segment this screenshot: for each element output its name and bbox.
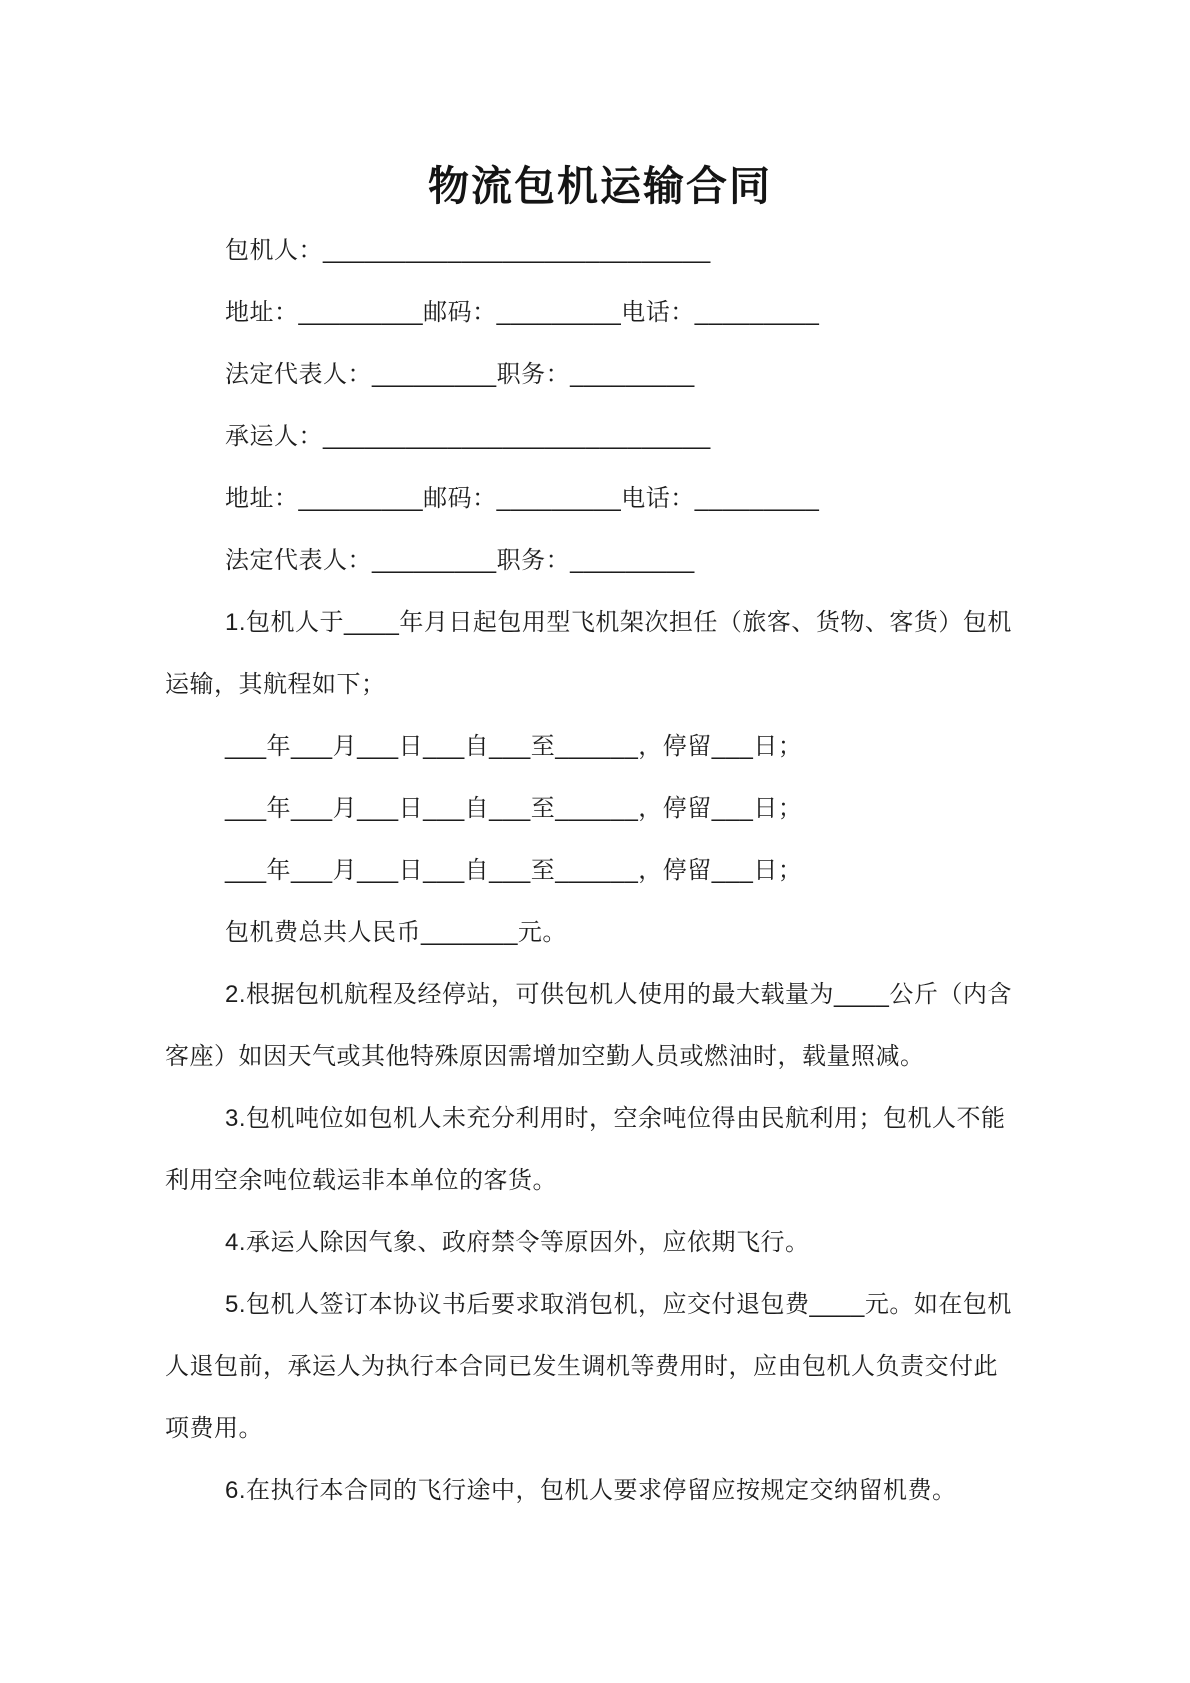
- clause-6-line: 6.在执行本合同的飞行途中，包机人要求停留应按规定交纳留机费。: [225, 1477, 957, 1504]
- field-carrier-address-line: 地址：_________邮码：_________电话：_________: [225, 485, 820, 512]
- clause-2-line-2: 客座）如因天气或其他特殊原因需增加空勤人员或燃油时，载量照减。: [165, 1043, 925, 1070]
- clause-3-line-2: 利用空余吨位载运非本单位的客货。: [165, 1167, 557, 1194]
- clause-4-line: 4.承运人除因气象、政府禁令等原因外，应依期飞行。: [225, 1229, 810, 1256]
- flight-schedule-line-2: ___年___月___日___自___至______，停留___日；: [225, 795, 803, 822]
- clause-1-line-2: 运输，其航程如下；: [165, 671, 386, 698]
- clause-2-line-1: 2.根据包机航程及经停站，可供包机人使用的最大载量为____公斤（内含: [225, 981, 1012, 1008]
- flight-schedule-line-1: ___年___月___日___自___至______，停留___日；: [225, 733, 803, 760]
- clause-3-line-1: 3.包机吨位如包机人未充分利用时，空余吨位得由民航利用；包机人不能: [225, 1105, 1006, 1132]
- field-carrier-line: 承运人：____________________________: [225, 423, 711, 450]
- field-charterer-representative-line: 法定代表人：_________职务：_________: [225, 361, 695, 388]
- clause-5-line-3: 项费用。: [165, 1415, 263, 1442]
- clause-5-line-2: 人退包前，承运人为执行本合同已发生调机等费用时，应由包机人负责交付此: [165, 1353, 998, 1380]
- field-carrier-representative-line: 法定代表人：_________职务：_________: [225, 547, 695, 574]
- field-charterer-line: 包机人：____________________________: [225, 237, 711, 264]
- flight-schedule-line-3: ___年___月___日___自___至______，停留___日；: [225, 857, 803, 884]
- contract-title: 物流包机运输合同: [428, 163, 772, 209]
- field-charterer-address-line: 地址：_________邮码：_________电话：_________: [225, 299, 820, 326]
- clause-1-line-1: 1.包机人于____年月日起包用型飞机架次担任（旅客、货物、客货）包机: [225, 609, 1012, 636]
- charter-fee-line: 包机费总共人民币_______元。: [225, 919, 567, 946]
- contract-body: [165, 220, 1035, 1522]
- clause-5-line-1: 5.包机人签订本协议书后要求取消包机，应交付退包费____元。如在包机: [225, 1291, 1012, 1318]
